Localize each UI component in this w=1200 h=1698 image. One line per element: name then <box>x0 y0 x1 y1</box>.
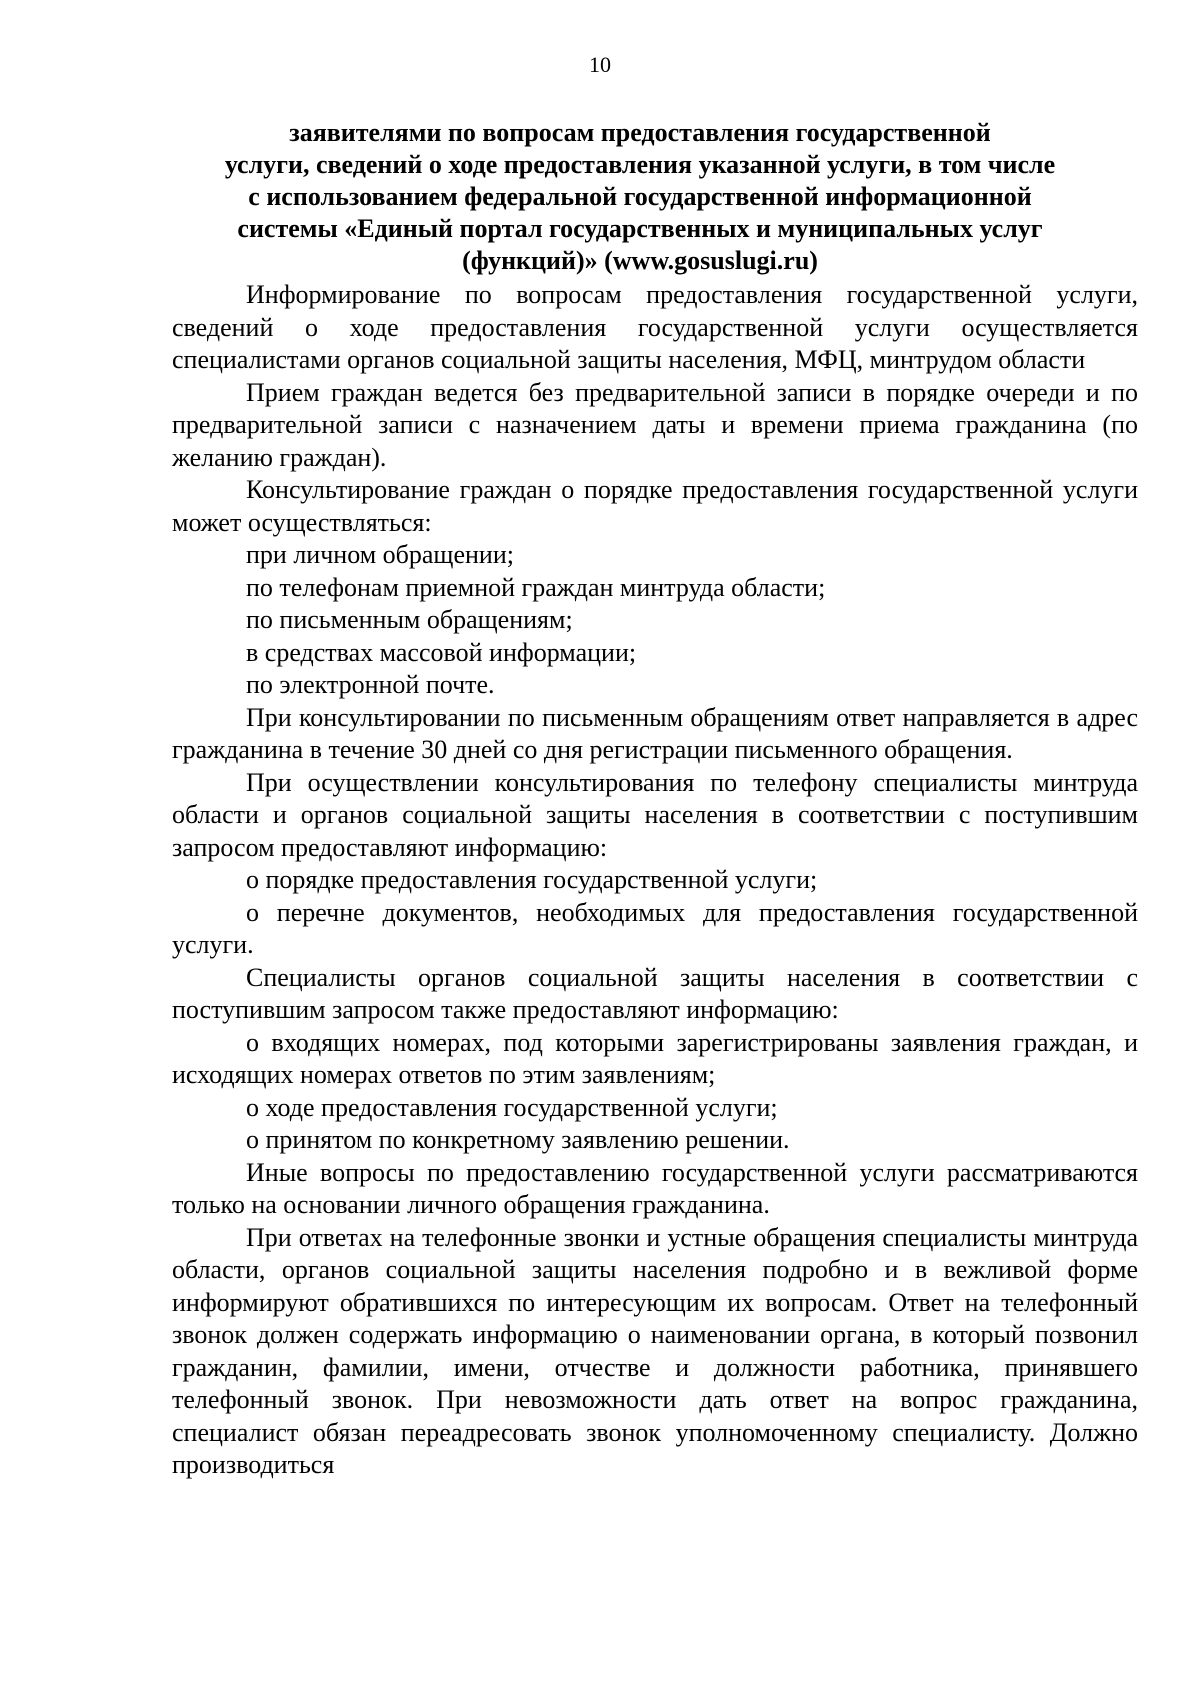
paragraph: При консультировании по письменным обращениям ответ направляется в адрес гражданина в течение 30 дней со дня регистрации письменного обращения. <box>172 702 1138 764</box>
list-item: о входящих номерах, под которыми зарегистрированы заявления граждан, и исходящих номерах ответов по этим заявлениям; <box>172 1027 1138 1089</box>
list-item: по электронной почте. <box>246 670 495 699</box>
paragraph: Консультирование граждан о порядке предоставления государственной услуги может осуществляться: <box>172 475 1138 537</box>
list-item: по письменным обращениям; <box>246 605 573 634</box>
body-text <box>172 279 1138 1482</box>
list-item: по телефонам приемной граждан минтруда области; <box>246 572 826 602</box>
heading-line: системы «Единый портал государственных и муниципальных услуг <box>237 214 1043 243</box>
section-heading <box>170 117 1110 277</box>
paragraph: Прием граждан ведется без предварительной записи в порядке очереди и по предварительной записи с назначением даты и времени приема гражданина (по желанию граждан). <box>172 377 1138 472</box>
list-item: в средствах массовой информации; <box>246 637 637 667</box>
paragraph: Иные вопросы по предоставлению государственной услуги рассматриваются только на основании личного обращения гражданина. <box>172 1157 1138 1219</box>
list-item: о принятом по конкретному заявлению решении. <box>246 1125 790 1154</box>
heading-line: услуги, сведений о ходе предоставления указанной услуги, в том числе <box>224 150 1056 179</box>
paragraph: Специалисты органов социальной защиты населения в соответствии с поступившим запросом также предоставляют информацию: <box>172 962 1138 1024</box>
list-item: о ходе предоставления государственной услуги; <box>246 1092 778 1122</box>
paragraph: Информирование по вопросам предоставления государственной услуги, сведений о ходе предоставления государственной услуги осуществляется специалистами органов социальной защиты населения, МФЦ, минтрудом области <box>172 280 1138 374</box>
heading-line: с использованием федеральной государственной информационной <box>248 182 1032 211</box>
list-item: при личном обращении; <box>246 540 514 569</box>
heading-line: (функций)» (www.gosuslugi.ru) <box>462 246 818 275</box>
page-number: 10 <box>589 52 611 77</box>
paragraph: При ответах на телефонные звонки и устные обращения специалисты минтруда области, органов социальной защиты населения подробно и в вежливой форме информируют обратившихся по интересующим их вопросам. Ответ на телефонный звонок должен содержать информацию о наименовании органа, в который позвонил гражданин, фамилии, имени, отчестве и должности работника, принявшего телефонный звонок. При невозможности дать ответ на вопрос гражданина, специалист обязан переадресовать звонок уполномоченному специалисту. Должно производиться <box>172 1222 1138 1479</box>
heading-line: заявителями по вопросам предоставления государственной <box>289 118 991 147</box>
list-item: о порядке предоставления государственной услуги; <box>246 865 818 894</box>
paragraph: При осуществлении консультирования по телефону специалисты минтруда области и органов социальной защиты населения в соответствии с поступившим запросом предоставляют информацию: <box>172 767 1138 862</box>
list-item: о перечне документов, необходимых для предоставления государственной услуги. <box>172 897 1138 959</box>
